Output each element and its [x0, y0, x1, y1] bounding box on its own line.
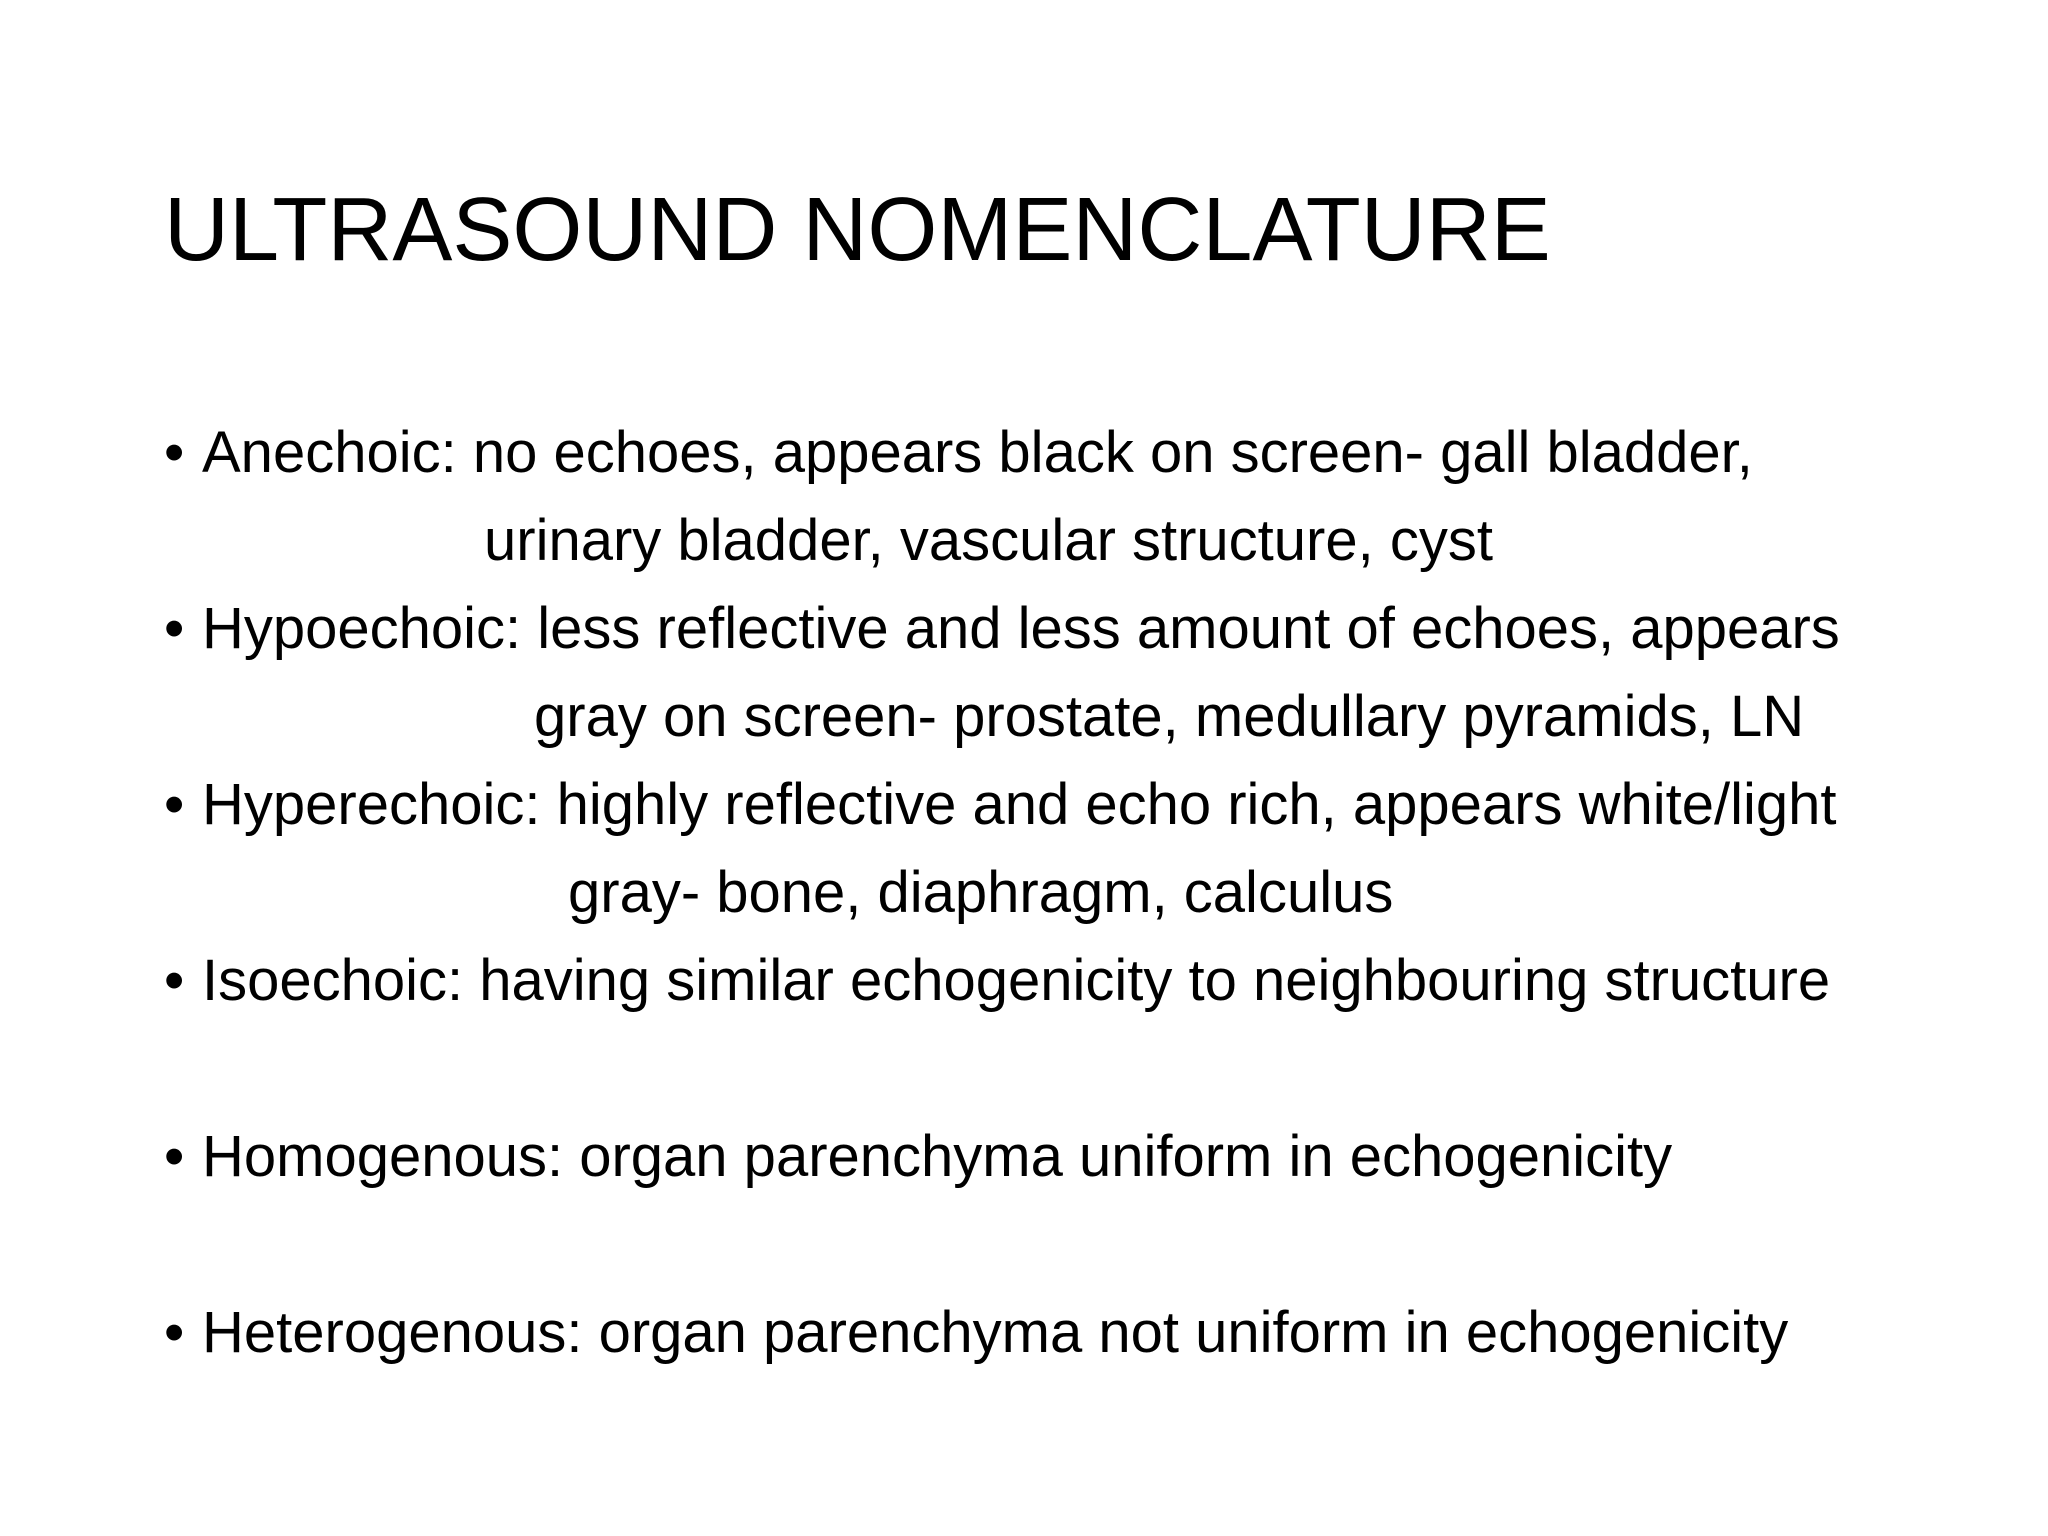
bullet-item-homogenous: [164, 1122, 1672, 1192]
bullet-marker: •: [164, 596, 185, 661]
bullet-item-anechoic: [164, 418, 1753, 488]
bullet-marker: •: [164, 420, 185, 485]
bullet-marker: •: [164, 948, 185, 1013]
bullet-item-hypoechoic-continuation: gray on screen- prostate, medullary pyramids, LN: [534, 684, 1805, 749]
bullet-item-heterogenous: [164, 1298, 1788, 1368]
bullet-marker: •: [164, 1124, 185, 1189]
bullet-text: Anechoic: no echoes, appears black on screen- gall bladder,: [202, 420, 1753, 485]
bullet-item-hypoechoic: [164, 594, 1840, 664]
bullet-text: Homogenous: organ parenchyma uniform in echogenicity: [202, 1124, 1673, 1189]
bullet-text: Hypoechoic: less reflective and less amount of echoes, appears: [202, 596, 1840, 661]
bullet-marker: •: [164, 1300, 185, 1365]
slide-title: ULTRASOUND NOMENCLATURE: [164, 180, 1551, 280]
bullet-marker: •: [164, 772, 185, 837]
bullet-item-anechoic-continuation: urinary bladder, vascular structure, cyst: [484, 508, 1493, 573]
bullet-item-isoechoic: [164, 946, 1830, 1016]
bullet-item-hyperechoic-continuation: gray- bone, diaphragm, calculus: [568, 860, 1394, 925]
bullet-text: Heterogenous: organ parenchyma not uniform in echogenicity: [202, 1300, 1789, 1365]
bullet-text: Hyperechoic: highly reflective and echo rich, appears white/light: [202, 772, 1837, 837]
bullet-text: Isoechoic: having similar echogenicity to neighbouring structure: [202, 948, 1831, 1013]
bullet-item-hyperechoic: [164, 770, 1837, 840]
